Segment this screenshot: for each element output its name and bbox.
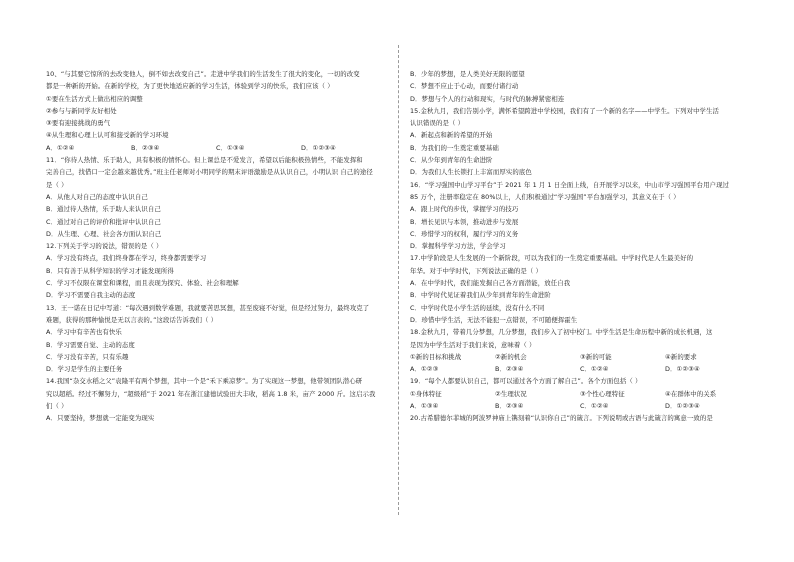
text-line: 11．“你待人热情、乐于助人，具有积极的情怀心。但上课总是不爱发言，希望以后能积极热情些，不能发挥和 <box>46 156 363 165</box>
option-item: B．②③④ <box>495 402 524 411</box>
text-line: 难题，获得的那种愉悦是无以言表的。”这段话告诉我们（ ） <box>46 315 218 324</box>
text-line: 都是一种新的开始。在新的学校，为了更快地适应新的学习生活，体验到学习的快乐，我们应该（ ） <box>46 82 334 91</box>
text-line: C．梦想不应止于心动，而要付诸行动 <box>410 82 519 91</box>
option-item: A．①②③ <box>410 365 439 374</box>
text-line: C．中学时代是小学生活的延续，没有什么不同 <box>410 303 545 312</box>
option-item: ②生理状况 <box>495 389 527 398</box>
text-line: 10、“与其要它惊所的去改变他人，倒不如去改变自己”。走进中学我们的生活发生了很大的变化，一切的改变 <box>46 70 360 78</box>
text-line: D．从生理、心理、社会各方面认识自己 <box>46 229 162 238</box>
text-line: C．从少年到青年的生命进阶 <box>410 156 493 165</box>
option-item: ④新的要求 <box>665 352 697 361</box>
option-item: C．①③④ <box>216 143 245 152</box>
option-row <box>410 351 758 363</box>
text-line: D．学习是学生的主要任务 <box>46 365 123 374</box>
text-line: 19．“每个人都要认识自己，都可以通过各个方面了解自己”。各个方面包括（ ） <box>410 377 642 386</box>
option-item: D．①②③④ <box>301 143 336 152</box>
option-item: C．①②④ <box>580 402 609 411</box>
text-line: 17.中学阶段是人生发展的一个新阶段，可以为我们的一生奠定重要基础。中学时代是人生最美好的 <box>410 254 694 263</box>
text-line: 12.下列关于学习的说法，错误的是（ ） <box>46 242 163 251</box>
left-column <box>46 68 394 425</box>
text-line: B．中学时代见证着我们从少年到青年的生命进阶 <box>410 291 551 300</box>
text-line: 20.古希腊德尔菲城的阿波罗神庙上镌刻着“认识你自己”的箴言。下列说明或古语与此箴言的寓意一致的是 <box>410 414 713 423</box>
option-item: D．①②③④ <box>665 365 700 374</box>
text-line: D．为我们人生长锁打上丰富而厚实的底色 <box>410 168 532 177</box>
option-row <box>46 142 394 154</box>
text-line: A．从他人对自己的态度中认识自己 <box>46 192 148 201</box>
text-line: ②参与与新同学友好相处 <box>46 106 117 115</box>
text-line: 究以超稻。经过不懈努力，“超级稻”于 2021 年在浙江建德试验田大丰收，稻高 1.8 米，亩产 2000 斤。这启示我 <box>46 389 376 398</box>
text-line: C．学习不仅限在课堂和课程，而且表现为探究、体验、社会和理解 <box>46 279 239 288</box>
text-line: 15.金秋九月，我们告别小学，满怀希望跨进中学校园，我们有了一个新的名字——中学生。下列对中学生活 <box>410 106 720 115</box>
text-line: A．在中学时代，我们能发掘自己各方面潜能，放任自我 <box>410 279 571 288</box>
option-item: C．①②④ <box>580 365 609 374</box>
text-line: 13．王一诺在日记中写道：“每次遇到数学难题，我就要苦思冥想，甚至废寝不好觉，但是经过努力，最终攻克了 <box>46 303 370 312</box>
text-line: 16．“学习强国中山学习平台”于 2021 年 1 月 1 日全面上线，自开展学习以来，中山市学习强国平台用户现过 <box>410 180 730 189</box>
option-item: B．②③④ <box>495 365 524 374</box>
right-column <box>410 68 758 425</box>
text-line: A．新起点和新的希望的开始 <box>410 131 493 140</box>
text-line: A．跟上时代的步伐，掌握学习的技巧 <box>410 205 519 214</box>
option-item: ④在群体中的关系 <box>665 389 717 398</box>
text-line: 14.我国“杂交水稻之父”袁隆平有两个梦想，其中一个是“禾下乘凉梦”。为了实现这一梦想，他带领团队潜心研 <box>46 377 363 386</box>
option-item: ①新的目标和挑战 <box>410 352 462 361</box>
text-line: D．学习不需要自我主动的态度 <box>46 291 136 300</box>
text-line: ③要有迎接挑战的勇气 <box>46 119 111 128</box>
text-line: A．学习没有终点，我们终身都在学习，终身都需要学习 <box>46 254 207 263</box>
option-item: D．①②③④ <box>665 402 700 411</box>
option-item: ①身体特征 <box>410 389 442 398</box>
text-line: B．少年的梦想，是人类美好无限的愿望 <box>410 70 525 78</box>
text-line: B．通过待人热情，乐于助人来认识自己 <box>46 205 161 214</box>
text-line: A．只要坚持，梦想就一定能变为现实 <box>46 414 155 423</box>
text-line: C．通过对自己的评价和批评中认识自己 <box>46 217 161 226</box>
option-item: ③个性心理特征 <box>580 389 625 398</box>
option-item: B．②③④ <box>131 143 160 152</box>
text-line: A．学习中有辛苦也有快乐 <box>46 328 122 337</box>
text-line: B．学习需要自觉、主动的态度 <box>46 340 135 349</box>
option-item: A．①③④ <box>410 402 439 411</box>
text-line: 是因为中学生活对于我们来说，意味着（ ） <box>410 340 536 349</box>
text-line: 完善自己，找借口一定会越来越优秀。”班主任老师对小明同学的期末评语激励是从认识自己，小明认识 自己的途径 <box>46 168 373 177</box>
text-line: ①要在生活方式上做出相应的调整 <box>46 94 143 103</box>
option-item: ②新的机会 <box>495 352 527 361</box>
text-line: D．珍惜中学生活，无法不能犯一点错误，不可随便挥霍生 <box>410 315 578 324</box>
text-line: 年华。对于中学时代，下列说法正确的是（ ） <box>410 266 542 275</box>
text-line: ④从生理和心理上认可和接受新的学习环境 <box>46 131 169 140</box>
text-line: B．增长见识与本领，推动进步与发展 <box>410 217 519 226</box>
text-line: 是（ ） <box>46 180 68 189</box>
column-divider <box>398 45 399 515</box>
text-line: B．为我们的一生奠定重要基础 <box>410 143 499 152</box>
text-line: 认识错误的是（ ） <box>410 119 465 128</box>
text-line: B．只有善于从科学知识的学习才能发现所得 <box>46 266 174 275</box>
text-line: 们（ ） <box>46 402 68 411</box>
text-line: D．掌握科学学习方法，学会学习 <box>410 242 506 251</box>
text-line: C．学习没有辛苦，只有乐趣 <box>46 352 129 361</box>
text-line: 85 万个，注册率稳定在 80%以上，人们积极通过“学习强国”平台加强学习，其意义在于（ ） <box>410 192 680 201</box>
option-item: ③新的可能 <box>580 352 612 361</box>
option-row <box>410 363 758 375</box>
option-row <box>410 388 758 400</box>
text-line: C．珍惜学习的权利，履行学习的义务 <box>410 229 519 238</box>
option-row <box>410 400 758 412</box>
text-line: 18.金秋九月，带着几分梦想，几分梦想，我们步入了初中校门。中学生活是生命历程中新的成长机遇，这 <box>410 328 713 337</box>
option-item: A．①②④ <box>46 143 75 152</box>
text-line: D．梦想与个人的行动和现实，与时代的脉搏紧密相连 <box>410 94 565 103</box>
